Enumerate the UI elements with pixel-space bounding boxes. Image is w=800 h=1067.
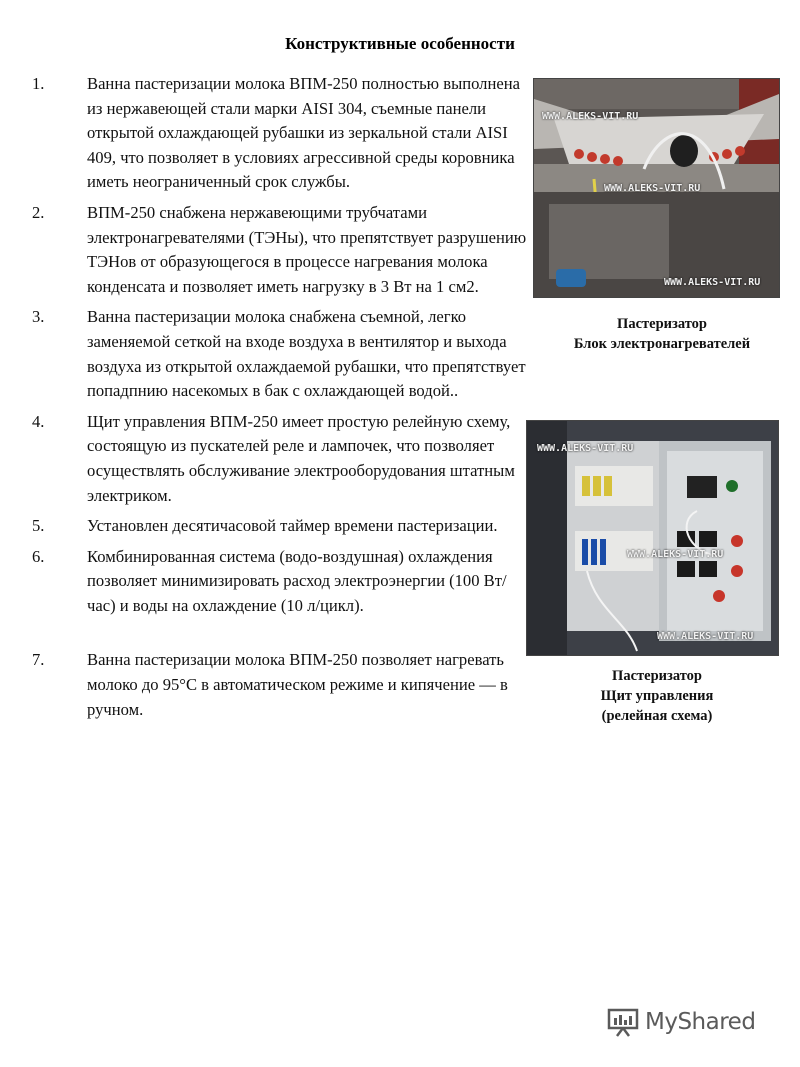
panel-watermark-3: WWW.ALEKS-VIT.RU bbox=[657, 631, 754, 642]
feature-number: 1. bbox=[32, 74, 45, 93]
panel-caption-line-2: Щит управления bbox=[600, 688, 714, 704]
page-title: Конструктивные особенности bbox=[285, 34, 515, 53]
heater-watermark-1: WWW.ALEKS-VIT.RU bbox=[542, 111, 639, 122]
feature-text: Ванна пастеризации молока ВПМ-250 позволяет нагревать молоко до 95°С в автоматическом режиме и кипячение — в ручном. bbox=[87, 650, 508, 719]
control-panel-illustration bbox=[527, 421, 778, 655]
feature-item-5 bbox=[32, 514, 527, 539]
panel-watermark-2: WWW.ALEKS-VIT.RU bbox=[627, 549, 724, 560]
feature-text: ВПМ-250 снабжена нержавеющими трубчатами электронагревателями (ТЭНы), что препятствует разрушению ТЭНов от образующегося в процессе нагревания молока конденсата и позволяет иметь нагрузку в 3 Вт на 1 см2. bbox=[87, 202, 527, 296]
heater-caption bbox=[533, 314, 791, 354]
control-panel-photo bbox=[526, 420, 779, 656]
heater-watermark-2: WWW.ALEKS-VIT.RU bbox=[604, 183, 701, 194]
heater-caption-line-2: Блок электронагревателей bbox=[573, 336, 751, 352]
feature-text: Ванна пастеризации молока ВПМ-250 полностью выполнена из нержавеющей стали марки AISI 304, съемные панели открытой охлаждающей рубашки из зеркальной стали AISI 409, что позволяет в условиях агрессивной среды коровника иметь неограниченный срок службы. bbox=[87, 74, 520, 192]
feature-number: 6. bbox=[32, 546, 45, 566]
panel-watermark-1: WWW.ALEKS-VIT.RU bbox=[537, 443, 634, 454]
feature-text: Щит управления ВПМ-250 имеет простую релейную схему, состоящую из пускателей реле и лампочек, что позволяет осуществлять обслуживание электрооборудования штатным электриком. bbox=[87, 411, 515, 505]
feature-list bbox=[32, 72, 527, 728]
feature-item-2 bbox=[32, 201, 527, 299]
feature-number: 4. bbox=[32, 411, 45, 431]
panel-caption-line-3: (релейная схема) bbox=[601, 708, 713, 724]
brand-name: MyShared bbox=[645, 1009, 756, 1035]
heater-watermark-3: WWW.ALEKS-VIT.RU bbox=[664, 277, 761, 288]
feature-item-3 bbox=[32, 305, 527, 403]
myshared-logo[interactable] bbox=[607, 1004, 755, 1040]
feature-text: Ванна пастеризации молока снабжена съемной, легко заменяемой сеткой на входе воздуха в вентилятор и выхода воздуха из открытой охлаждаемой рубашки, что препятствует попадпнию насекомых в бак с охлаждающей водой.. bbox=[87, 307, 526, 401]
feature-number: 2. bbox=[32, 202, 45, 222]
feature-item-1 bbox=[32, 72, 527, 195]
feature-item-6 bbox=[32, 545, 527, 619]
panel-caption bbox=[526, 666, 788, 726]
panel-caption-line-1: Пастеризатор bbox=[612, 668, 702, 684]
feature-text: Установлен десятичасовой таймер времени пастеризации. bbox=[87, 516, 498, 536]
feature-item-7 bbox=[32, 648, 527, 722]
feature-text: Комбинированная система (водо-воздушная) охлаждения позволяет минимизировать расход электроэнергии (100 Вт/час) и воды на охлаждение (10 л/цикл). bbox=[87, 546, 507, 615]
heater-caption-line-1: Пастеризатор bbox=[617, 316, 707, 332]
feature-number: 3. bbox=[32, 307, 45, 327]
feature-number: 5. bbox=[32, 516, 45, 536]
heater-block-photo bbox=[533, 78, 780, 298]
presentation-board-icon bbox=[607, 1006, 639, 1038]
feature-number: 7. bbox=[32, 650, 45, 670]
feature-item-4 bbox=[32, 410, 527, 508]
